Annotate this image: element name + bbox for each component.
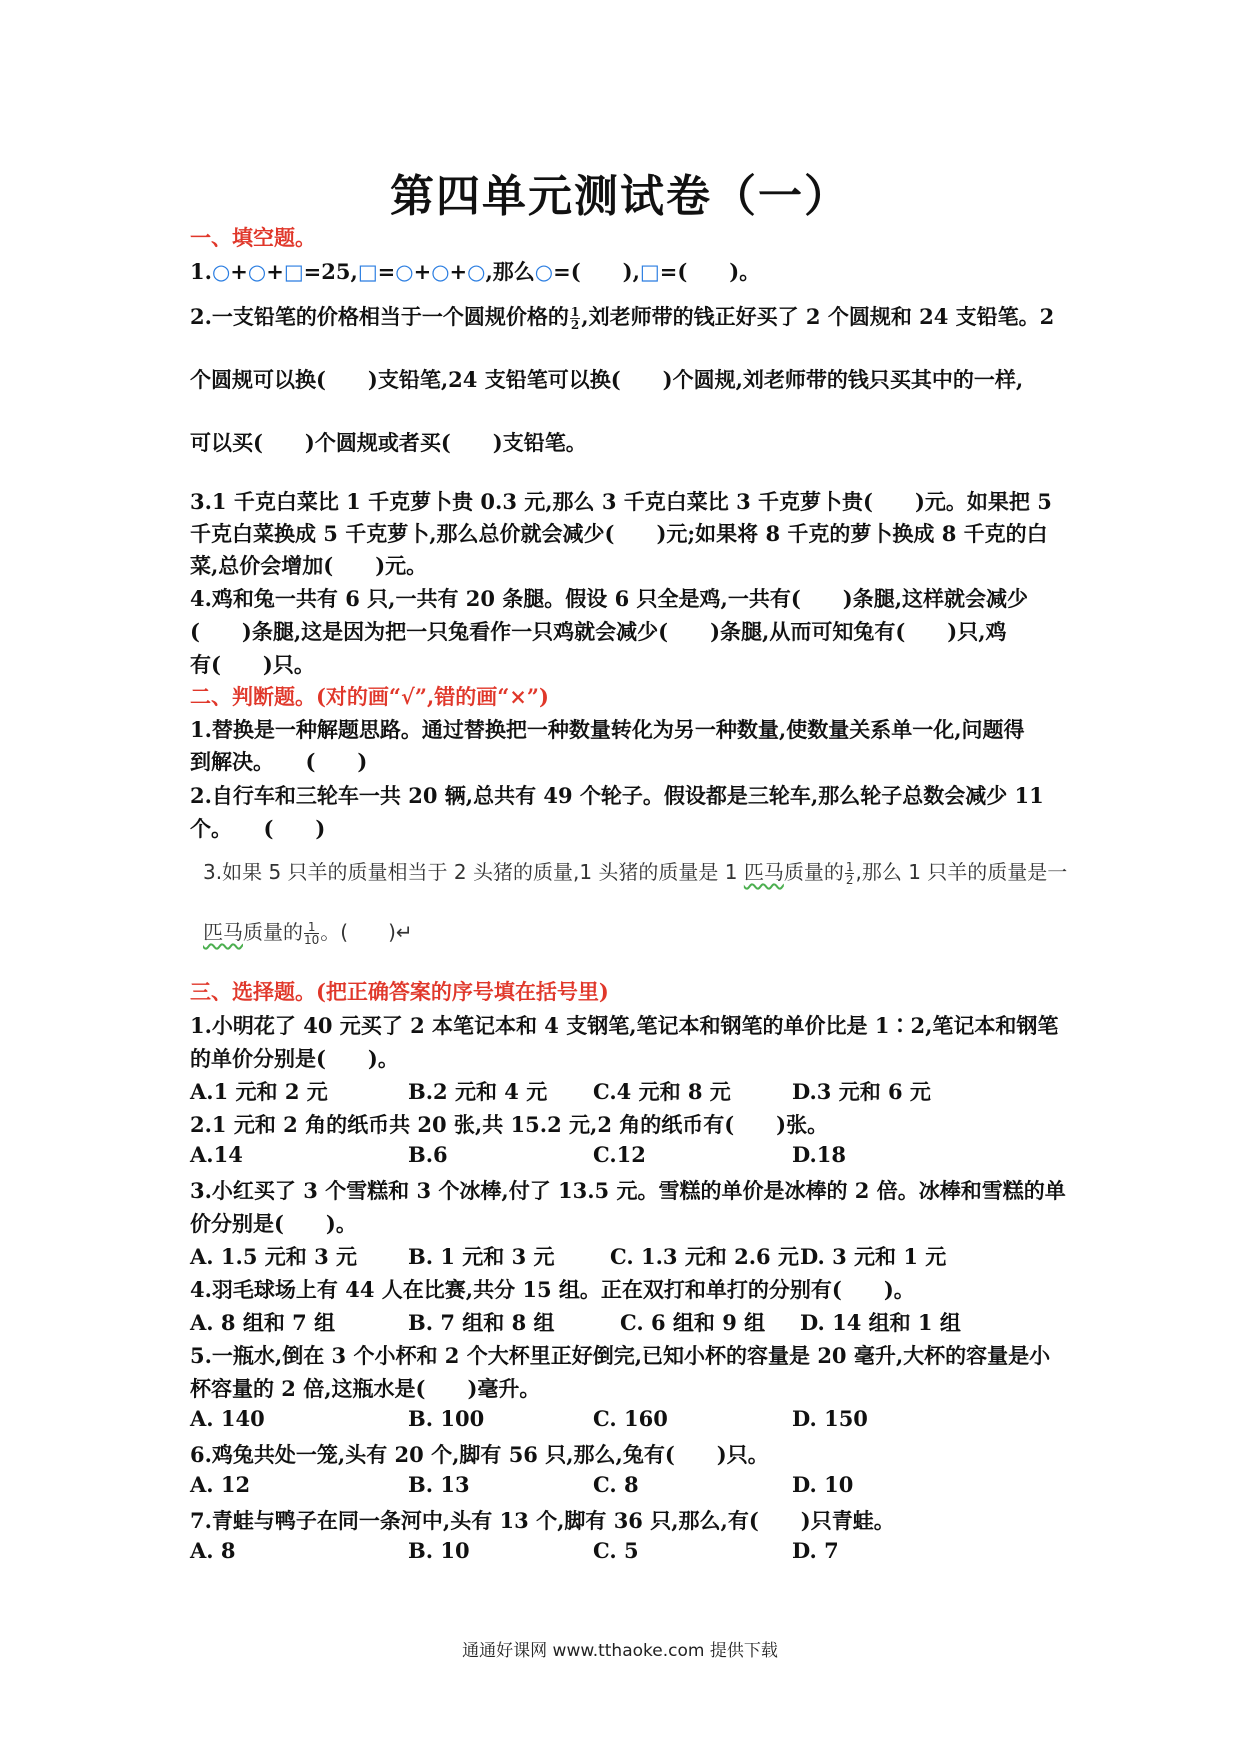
choice-q6-option-c: C. 8	[593, 1472, 639, 1497]
choice-q1-option-b: B.2 元和 4 元	[408, 1079, 548, 1104]
choice-q2-option-c: C.12	[593, 1142, 646, 1167]
choice-q3-line2: 价分别是( )。	[190, 1211, 357, 1236]
judge-q1-line2: 到解决。 ( )	[190, 749, 368, 774]
choice-q3-line1: 3.小红买了 3 个雪糕和 3 个冰棒,付了 13.5 元。雪糕的单价是冰棒的 2 倍。冰棒和雪糕的单	[190, 1178, 1066, 1203]
section-judge-heading: 二、判断题。(对的画“√”,错的画“×”)	[190, 684, 549, 709]
circle-icon: ○	[431, 260, 450, 284]
fraction-tenth: $\frac{1}{10}$	[304, 920, 320, 947]
fill-q4-line1: 4.鸡和兔一共有 6 只,一共有 20 条腿。假设 6 只全是鸡,一共有( )条腿,这样就会减少	[190, 586, 1029, 611]
choice-q2-option-a: A.14	[190, 1142, 243, 1167]
fill-q4-line2: ( )条腿,这是因为把一只兔看作一只鸡就会减少( )条腿,从而可知兔有( )只,鸡	[190, 619, 1007, 644]
circle-icon: ○	[534, 260, 554, 284]
judge-q2-line2: 个。 ( )	[190, 816, 326, 841]
section-fill-heading: 一、填空题。	[190, 225, 316, 250]
choice-q2-option-b: B.6	[408, 1142, 448, 1167]
choice-q4-option-d: D. 14 组和 1 组	[800, 1310, 961, 1335]
fill-q2-line2: 个圆规可以换( )支铅笔,24 支铅笔可以换( )个圆规,刘老师带的钱只买其中的一样,	[190, 367, 1024, 392]
square-icon: □	[283, 260, 304, 284]
choice-q1-option-a: A.1 元和 2 元	[190, 1079, 328, 1104]
page-title: 第四单元测试卷（一）	[390, 171, 850, 222]
choice-q7-line1: 7.青蛙与鸭子在同一条河中,头有 13 个,脚有 36 只,那么,有( )只青蛙。	[190, 1508, 895, 1533]
choice-q2-option-d: D.18	[792, 1142, 846, 1167]
choice-q7-option-d: D. 7	[792, 1538, 839, 1563]
fill-q3-line2: 千克白菜换成 5 千克萝卜,那么总价就会减少( )元;如果将 8 千克的萝卜换成 8 千克的白	[190, 521, 1048, 546]
fraction-half: $\frac{1}{2}$	[845, 860, 854, 887]
choice-q7-option-b: B. 10	[408, 1538, 470, 1563]
choice-q4-option-c: C. 6 组和 9 组	[620, 1310, 766, 1335]
fill-q2-line1: 2.一支铅笔的价格相当于一个圆规价格的 $\frac{1}{2}$ ,刘老师带的钱正好买了 2 个圆规和 24 支铅笔。2	[190, 304, 1055, 332]
judge-q1-line1: 1.替换是一种解题思路。通过替换把一种数量转化为另一种数量,使数量关系单一化,问题得	[190, 717, 1025, 742]
choice-q3-option-c: C. 1.3 元和 2.6 元	[610, 1244, 799, 1269]
choice-q6-option-b: B. 13	[408, 1472, 470, 1497]
choice-q3-option-a: A. 1.5 元和 3 元	[190, 1244, 357, 1269]
choice-q4-line1: 4.羽毛球场上有 44 人在比赛,共分 15 组。正在双打和单打的分别有( )。	[190, 1277, 915, 1302]
choice-q1-option-d: D.3 元和 6 元	[792, 1079, 931, 1104]
judge-q3-line2: 匹马质量的 $\frac{1}{10}$ 。( )↵	[203, 920, 413, 947]
choice-q3-option-d: D. 3 元和 1 元	[800, 1244, 947, 1269]
choice-q5-line1: 5.一瓶水,倒在 3 个小杯和 2 个大杯里正好倒完,已知小杯的容量是 20 毫升,大杯的容量是小	[190, 1343, 1051, 1368]
choice-q1-option-c: C.4 元和 8 元	[593, 1079, 731, 1104]
fill-q4-line3: 有( )只。	[190, 652, 315, 677]
choice-q6-option-d: D. 10	[792, 1472, 854, 1497]
judge-q3-line1: 3.如果 5 只羊的质量相当于 2 头猪的质量,1 头猪的质量是 1 匹马质量的 $\frac{1}{2}$ ,那么 1 只羊的质量是一	[203, 860, 1068, 887]
choice-q5-option-c: C. 160	[593, 1406, 668, 1431]
fill-q3-line1: 3.1 千克白菜比 1 千克萝卜贵 0.3 元,那么 3 千克白菜比 3 千克萝卜贵( )元。如果把 5	[190, 489, 1052, 514]
choice-q5-option-b: B. 100	[408, 1406, 485, 1431]
choice-q2-line1: 2.1 元和 2 角的纸币共 20 张,共 15.2 元,2 角的纸币有( )张。	[190, 1112, 829, 1137]
square-icon: □	[639, 260, 660, 284]
choice-q5-option-a: A. 140	[190, 1406, 265, 1431]
fill-q3-line3: 菜,总价会增加( )元。	[190, 553, 428, 578]
choice-q7-option-a: A. 8	[190, 1538, 236, 1563]
fill-q2-line3: 可以买( )个圆规或者买( )支铅笔。	[190, 430, 587, 455]
choice-q3-option-b: B. 1 元和 3 元	[408, 1244, 555, 1269]
circle-icon: ○	[247, 260, 267, 284]
choice-q6-line1: 6.鸡兔共处一笼,头有 20 个,脚有 56 只,那么,兔有( )只。	[190, 1442, 769, 1467]
choice-q5-option-d: D. 150	[792, 1406, 868, 1431]
choice-q4-option-a: A. 8 组和 7 组	[190, 1310, 336, 1335]
choice-q1-line2: 的单价分别是( )。	[190, 1046, 399, 1071]
square-icon: □	[357, 260, 378, 284]
circle-icon: ○	[211, 260, 231, 284]
choice-q6-option-a: A. 12	[190, 1472, 251, 1497]
circle-icon: ○	[395, 260, 414, 284]
fraction-half: $\frac{1}{2}$	[570, 305, 580, 332]
section-choice-heading: 三、选择题。(把正确答案的序号填在括号里)	[190, 979, 609, 1004]
judge-q2-line1: 2.自行车和三轮车一共 20 辆,总共有 49 个轮子。假设都是三轮车,那么轮子总数会减少 11	[190, 783, 1044, 808]
choice-q7-option-c: C. 5	[593, 1538, 639, 1563]
fill-q1: 1.○+○+□=25,□=○+○+○,那么○=( ),□=( )。	[190, 259, 761, 284]
choice-q4-option-b: B. 7 组和 8 组	[408, 1310, 555, 1335]
circle-icon: ○	[467, 260, 486, 284]
footer-credit: 通通好课网 www.tthaoke.com 提供下载	[462, 1641, 778, 1661]
choice-q5-line2: 杯容量的 2 倍,这瓶水是( )毫升。	[190, 1376, 541, 1401]
choice-q1-line1: 1.小明花了 40 元买了 2 本笔记本和 4 支钢笔,笔记本和钢笔的单价比是 1∶2,笔记本和钢笔	[190, 1013, 1059, 1038]
